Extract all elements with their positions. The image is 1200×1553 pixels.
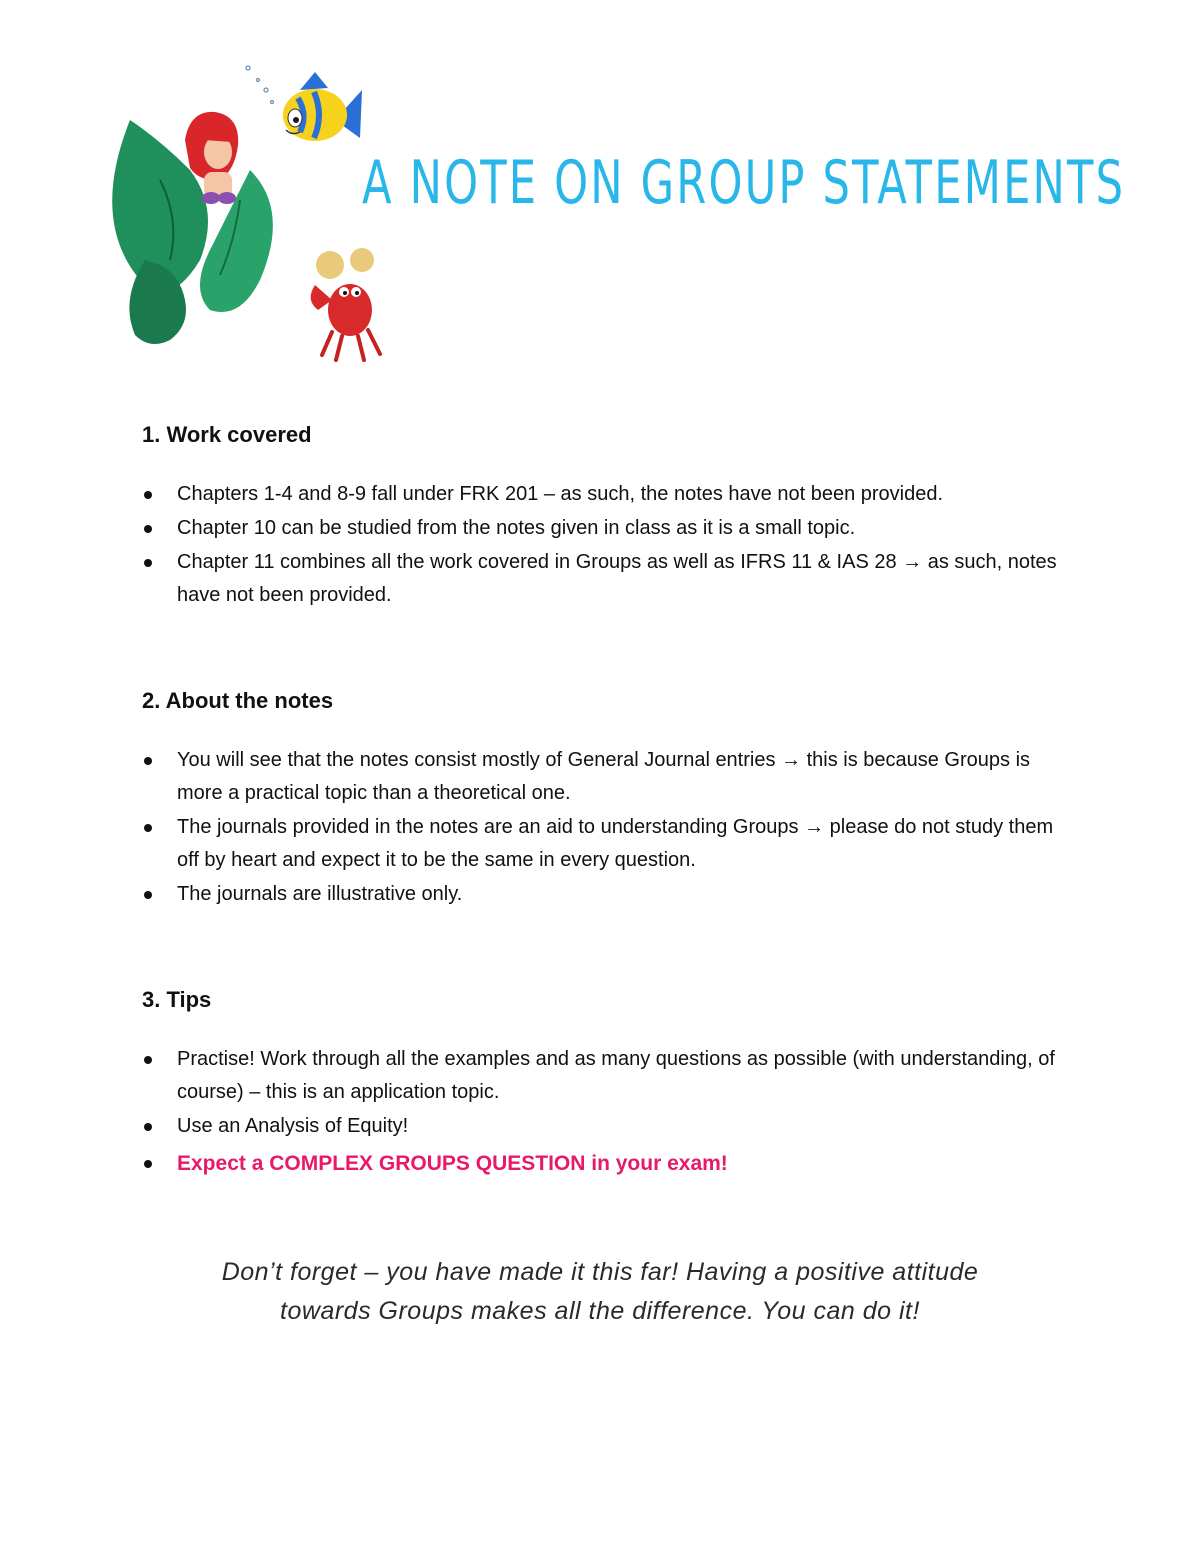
- list-item-text: Practise! Work through all the examples and as many questions as possible (with understanding, of course) – this is an application topic.: [177, 1048, 1055, 1103]
- list-item: [142, 744, 1062, 810]
- list-item-text: Expect a COMPLEX GROUPS QUESTION in your exam!: [177, 1152, 728, 1175]
- closing-line-2: towards Groups makes all the difference. You can do it!: [280, 1297, 920, 1325]
- bullet-icon: [144, 559, 152, 567]
- bullet-icon: [144, 1123, 152, 1131]
- section-tips: [142, 985, 1062, 1181]
- list-item: [142, 512, 1062, 545]
- section-heading: 3. Tips: [142, 987, 212, 1012]
- bullet-icon: [144, 525, 152, 533]
- section-heading: 1. Work covered: [142, 422, 312, 447]
- list-item-text: You will see that the notes consist mostly of General Journal entries → this is because Groups is more a practical topic than a theoretical one.: [177, 749, 1031, 804]
- mermaid-illustration: [100, 60, 400, 370]
- bubbles-icon: [246, 66, 274, 104]
- list-item: [142, 546, 1062, 612]
- bullet-icon: [144, 757, 152, 765]
- list-item-text: Chapter 10 can be studied from the notes given in class as it is a small topic.: [177, 517, 856, 539]
- fish-icon: [283, 72, 362, 141]
- page-title: A NOTE ON GROUP STATEMENTS: [362, 148, 1126, 218]
- bullet-icon: [144, 824, 152, 832]
- list-item-text: The journals provided in the notes are an aid to understanding Groups → please do not study them off by heart and expect it to be the same in every question.: [177, 816, 1054, 871]
- bullet-icon: [144, 1160, 152, 1168]
- list-item-text: The journals are illustrative only.: [177, 883, 463, 905]
- list-item: [142, 1110, 1062, 1143]
- closing-line-1: Don’t forget – you have made it this far! Having a positive attitude: [221, 1258, 979, 1286]
- list-item-text: Chapters 1-4 and 8-9 fall under FRK 201 – as such, the notes have not been provided.: [177, 483, 944, 505]
- bullet-icon: [144, 891, 152, 899]
- closing-message: [100, 1253, 1100, 1331]
- bullet-list: [142, 744, 1062, 911]
- bullet-icon: [144, 1056, 152, 1064]
- list-item: [142, 811, 1062, 877]
- section-about-notes: [142, 686, 1062, 912]
- section-heading: 2. About the notes: [142, 688, 334, 713]
- bullet-icon: [144, 491, 152, 499]
- list-item: [142, 1043, 1062, 1109]
- bullet-list: [142, 478, 1062, 612]
- section-work-covered: [142, 420, 1062, 613]
- bullet-list: [142, 1043, 1062, 1180]
- list-item: [142, 478, 1062, 511]
- list-item-text: Chapter 11 combines all the work covered in Groups as well as IFRS 11 & IAS 28 → as such, notes have not been provided.: [177, 551, 1057, 606]
- list-item: [142, 878, 1062, 911]
- crab-icon: [311, 248, 380, 360]
- list-item-highlight: [142, 1147, 1062, 1180]
- list-item-text: Use an Analysis of Equity!: [177, 1115, 409, 1137]
